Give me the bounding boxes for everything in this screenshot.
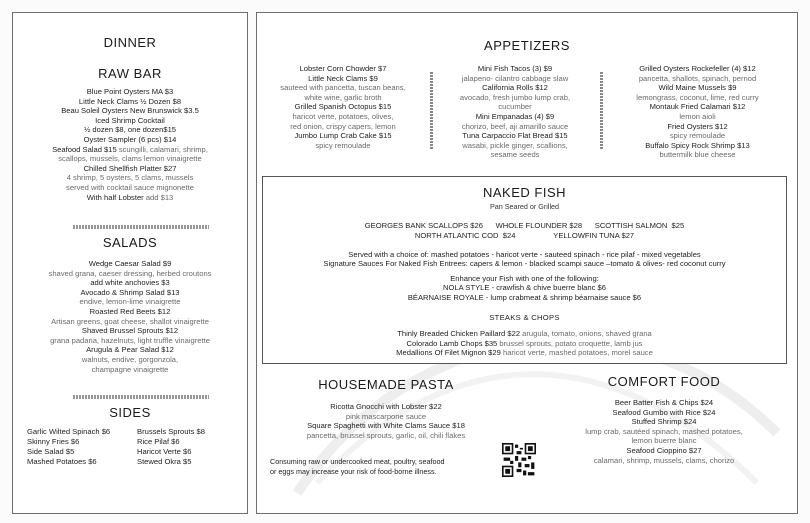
menu-line [13,97,247,107]
fish-row-1: GEORGES BANK SCALLOPS $26 WHOLE FLOUNDER $28 SCOTTISH SALMON $25 [364,221,685,231]
menu-line [610,131,785,141]
menu-line [610,122,785,132]
menu-item-description: arugula, tomato, onions, shaved grana [520,329,652,339]
menu-line [540,398,788,408]
squiggle-divider [73,395,209,399]
sides-item: Skinny Fries $6 [27,437,80,446]
menu-line [13,106,247,116]
menu-line [13,125,247,135]
naked-fish-title: NAKED FISH [482,185,566,200]
menu-line [540,436,788,446]
menu-item-name: Roasted Red Beets $12 [89,306,171,316]
menu-item-name: Seafood Salad $15 [52,144,117,154]
raw-bar-title: RAW BAR [98,66,162,81]
menu-item-description: lemongrass, coconut, lime, red curry [636,92,759,102]
menu-line [13,183,247,193]
dinner-title: DINNER [103,35,157,50]
menu-item-name: Grilled Oysters Rockefeller (4) $12 [639,64,756,73]
menu-item-name: Medallions Of Filet Mignon $29 [396,348,501,358]
menu-line [440,83,590,93]
column-divider [600,72,603,150]
menu-line [262,402,510,412]
menu-line [540,427,788,437]
menu-item-description: red onion, crispy capers, lemon [290,121,396,131]
menu-item-name: Square Spaghetti with White Clams Sauce $18 [307,421,465,431]
qr-code-icon[interactable] [502,443,536,477]
steaks-list [263,329,786,358]
pasta-list [262,402,510,440]
menu-item-description: scallops, mussels, clams lemon vinaigrette [58,154,202,164]
menu-line [440,93,590,103]
menu-line [262,412,510,422]
menu-item-description: brussel sprouts, potato croquette, lamb jus [497,338,643,348]
menu-item-name: Iced Shrimp Cocktail [95,115,165,125]
menu-item-description: sauteed with pancetta, tuscan beans, [280,83,406,93]
menu-line [13,269,247,279]
menu-item-description: scungilli, calamari, shrimp, [116,144,208,154]
menu-line [13,135,247,145]
menu-item-description: lump crab, sautéed spinach, mashed potatoes, [585,426,743,436]
menu-item-name: Tuna Carpaccio Flat Bread $15 [462,131,568,141]
menu-item-name: Oyster Sampler (6 pcs) $14 [83,134,177,144]
appetizers-column-2 [440,64,590,160]
sides-item: Stewed Okra $5 [137,457,192,466]
menu-item-description: walnuts, endive, gorgonzola, [81,354,179,364]
menu-line [268,122,418,132]
bearnaise-text: BÉARNAISE ROYALE - lump crabmeat & shrimp béarnaise sauce $6 [407,292,642,302]
menu-line [262,431,510,441]
nola-style-text: NOLA STYLE - crawfish & chive buerre blanc $6 [443,283,606,293]
menu-item-name: add white anchovies $3 [90,278,170,288]
menu-line [13,164,247,174]
menu-item-name: Seafood Gumbo with Rice $24 [612,407,716,417]
menu-item-name: Little Neck Clams ½ Dozen $8 [78,96,182,106]
menu-line [13,259,247,269]
menu-line [13,317,247,327]
appetizers-column-1 [268,64,418,150]
menu-line [268,74,418,84]
comfort-food-title: COMFORT FOOD [607,374,721,389]
menu-line [440,122,590,132]
menu-item-description: lemon aioli [679,111,716,121]
menu-line [13,288,247,298]
menu-line [268,102,418,112]
menu-line [440,74,590,84]
enhance-text: Enhance your Fish with one of the following: [450,273,599,283]
menu-item-name: Seafood Cioppino $27 [626,445,702,455]
menu-item-description: buttermilk blue cheese [659,150,736,160]
sides-item: Haricot Verte $6 [137,447,192,456]
menu-item-name: Wedge Caesar Salad $9 [88,259,172,268]
menu-line [268,112,418,122]
menu-line [610,150,785,160]
menu-item-description: add $13 [143,192,174,202]
menu-line [440,64,590,74]
menu-item-description: spicy remoulade [669,131,726,141]
left-menu-panel [12,12,248,514]
menu-item-description: avocado, fresh jumbo lump crab, [459,92,571,102]
menu-line [440,141,590,151]
menu-line [440,150,590,160]
menu-line [610,64,785,74]
menu-line [13,173,247,183]
menu-item-description: haricot verte, potatoes, olives, [292,111,394,121]
menu-item-name: Avocado & Shrimp Salad $13 [80,287,180,297]
menu-item-description: served with cocktail sauce mignonette [66,182,194,192]
menu-item-name: Chilled Shellfish Platter $27 [83,163,177,173]
menu-line [540,456,788,466]
menu-item-name: Beer Batter Fish & Chips $24 [614,398,714,407]
naked-fish-subtitle: Pan Seared or Grilled [489,202,560,211]
signature-sauces-text: Signature Sauces For Naked Fish Entrees: capers & lemon - blacked scampi sauce –tomato & olives- red coconut curry [323,259,726,269]
menu-item-name: Thinly Breaded Chicken Paillard $22 [397,329,521,339]
fish-row-2: NORTH ATLANTIC COD $24 YELLOWFIN TUNA $27 [414,231,635,240]
appetizers-title: APPETIZERS [484,38,570,53]
menu-item-description: 4 shrimp, 5 oysters, 5 clams, mussels [66,173,194,183]
menu-line [13,355,247,365]
menu-line [440,112,590,122]
menu-line [268,83,418,93]
menu-item-name: Wild Maine Mussels $9 [658,83,737,93]
menu-item-description: sesame seeds [490,150,540,160]
menu-item-name: Stuffed Shrimp $24 [631,417,697,427]
menu-item-name: Jumbo Lump Crab Cake $15 [294,131,392,141]
menu-item-name: Beau Soleil Oysters New Brunswick $3.5 [61,106,199,116]
menu-item-name: Colorado Lamb Chops $35 [406,338,498,348]
menu-line [13,145,247,155]
menu-item-description: wasabi, pickle ginger, scallions, [462,140,568,150]
menu-item-description: haricot verte, mashed potatoes, morel sauce [500,348,653,358]
menu-item-name: Montauk Fried Calamari $12 [649,102,746,112]
menu-line [13,193,247,203]
comfort-food-list [540,398,788,465]
menu-item-name: Fried Oysters $12 [667,121,728,131]
menu-item-description: pancetta, shallots, spinach, pernod [638,73,757,83]
naked-fish-section [262,176,787,364]
menu-item-description: grana padana, hazelnuts, light truffle vinaigrette [50,335,210,345]
menu-item-name: Ricotta Gnocchi with Lobster $22 [330,402,442,411]
squiggle-divider [73,225,209,229]
sides-item: Side Salad $5 [27,447,75,456]
menu-line [610,74,785,84]
menu-item-description: white wine, garlic broth [304,92,382,102]
salads-list [13,259,247,374]
menu-item-description: lemon buerre blanc [631,436,697,446]
menu-item-name: With half Lobster [86,192,144,202]
menu-item-name: Shaved Brussel Sprouts $12 [81,326,179,336]
salads-title: SALADS [102,235,158,250]
menu-line [540,446,788,456]
menu-line [13,336,247,346]
sides-item: Brussels Sprouts $8 [137,427,205,436]
sides-item: Mashed Potatoes $6 [27,457,97,466]
menu-line [610,83,785,93]
menu-line [13,365,247,375]
menu-line [268,131,418,141]
menu-line [13,307,247,317]
menu-item-name: California Rolls $12 [482,83,548,93]
pasta-title: HOUSEMADE PASTA [318,377,454,392]
menu-line [268,64,418,74]
steaks-title: STEAKS & CHOPS [489,312,560,322]
sides-item: Rice Pilaf $6 [137,437,180,446]
menu-line [540,417,788,427]
menu-line [610,93,785,103]
menu-line [263,348,786,358]
menu-line [440,102,590,112]
menu-line [540,408,788,418]
column-divider [430,72,433,150]
menu-item-description: pink mascarpone sauce [345,411,427,421]
sides-title: SIDES [109,405,151,420]
menu-item-name: Mini Empanadas (4) $9 [475,111,555,121]
menu-line [13,326,247,336]
menu-line [263,329,786,339]
menu-item-description: shaved grana, caeser dressing, herbed croutons [48,268,212,278]
menu-item-name: ½ dozen $8, one dozen$15 [83,125,177,135]
raw-bar-list [13,87,247,202]
menu-item-description: spicy remoulade [315,140,371,150]
menu-item-description: endive, lemon-lime vinaigrette [79,297,181,307]
menu-line [440,131,590,141]
menu-item-name: Buffalo Spicy Rock Shrimp $13 [645,140,750,150]
menu-item-description: pancetta, brussel sprouts, garlic, oil, chili flakes [306,430,466,440]
menu-line [13,154,247,164]
menu-item-description: Artisan greens, goat cheese, shallot vinaigrette [51,316,209,326]
menu-item-name: Grilled Spanish Octopus $15 [294,102,392,112]
disclaimer-line-2: or eggs may increase your risk of food-borne illness. [270,467,437,476]
menu-item-name: Lobster Corn Chowder $7 [299,64,387,73]
disclaimer-line-1: Consuming raw or undercooked meat, poultry, seafood [270,457,445,466]
menu-line [268,93,418,103]
menu-item-name: Arugula & Pear Salad $12 [86,345,174,355]
menu-item-name: Little Neck Clams $9 [308,73,378,83]
appetizers-column-3 [610,64,785,160]
menu-line [268,141,418,151]
menu-item-description: champagne vinaigrette [91,364,169,374]
menu-line [13,116,247,126]
menu-item-description: cucumber [498,102,532,112]
menu-line [13,297,247,307]
menu-line [13,345,247,355]
menu-item-name: Mini Fish Tacos (3) $9 [477,64,553,73]
sides-list [27,427,241,467]
menu-item-description: jalapeno- cilantro cabbage slaw [461,73,569,83]
menu-line [13,87,247,97]
menu-item-description: calamari, shrimp, mussels, clams, chorizo [593,455,735,465]
menu-line [263,339,786,349]
sides-item: Garlic Wilted Spinach $6 [27,427,111,436]
menu-line [610,102,785,112]
menu-line [610,141,785,151]
menu-item-description: chorizo, beef, aji amarillo sauce [461,121,569,131]
menu-line [610,112,785,122]
menu-line [262,421,510,431]
menu-item-name: Blue Point Oysters MA $3 [86,87,174,96]
menu-line [13,278,247,288]
served-with-text: Served with a choice of: mashed potatoes - haricot verte - sauteed spinach - rice pilaf - mixed vegetables [348,249,701,259]
